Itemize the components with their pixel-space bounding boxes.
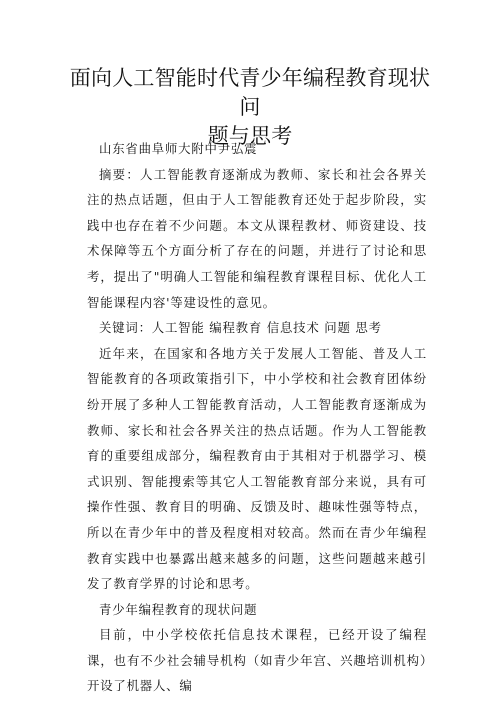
intro-paragraph: 近年来，在国家和各地方关于发展人工智能、普及人工智能教育的各项政策指引下，中小学校和社会教育团体纷纷开展了多种人工智能教育活动，人工智能教育逐渐成为教师、家长和社会各界关注的热点话题。作为人工智能教育的重要组成部分，编程教育由于其相对于机器学习、模式识别、智能搜索等其它人工智能教育部分来说，具有可操作性强、教育目的明确、反馈及时、趣味性强等特点，所以在青少年中的普及程度相对较高。然而在青少年编程教育实践中也暴露出越来越多的问题，这些问题越来越引发了教育学界的讨论和思考。 (87, 345, 427, 592)
document-body (87, 136, 427, 699)
author-line: 山东省曲阜师大附中尹弘震 (99, 141, 258, 156)
title-line-2: 题与思考 (207, 124, 293, 148)
title-line-1: 面向人工智能时代青少年编程教育现状问 (69, 66, 431, 119)
section-paragraph: 目前，中小学校依托信息技术课程，已经开设了编程课，也有不少社会辅导机构（如青少年宫、兴趣培训机构）开设了机器人、编 (87, 627, 427, 694)
abstract-paragraph: 摘要：人工智能教育逐渐成为教师、家长和社会各界关注的热点话题，但由于人工智能教育还处于起步阶段，实践中也存在着不少问题。本文从课程教材、师资建设、技术保障等五个方面分析了存在的问题，并进行了讨论和思考，提出了"明确人工智能和编程教育课程目标、优化人工智能课程内容'等建设性的意见。 (87, 166, 427, 310)
keywords-paragraph: 关键词：人工智能 编程教育 信息技术 问题 思考 (99, 320, 382, 336)
section-heading: 青少年编程教育的现状问题 (99, 601, 258, 617)
